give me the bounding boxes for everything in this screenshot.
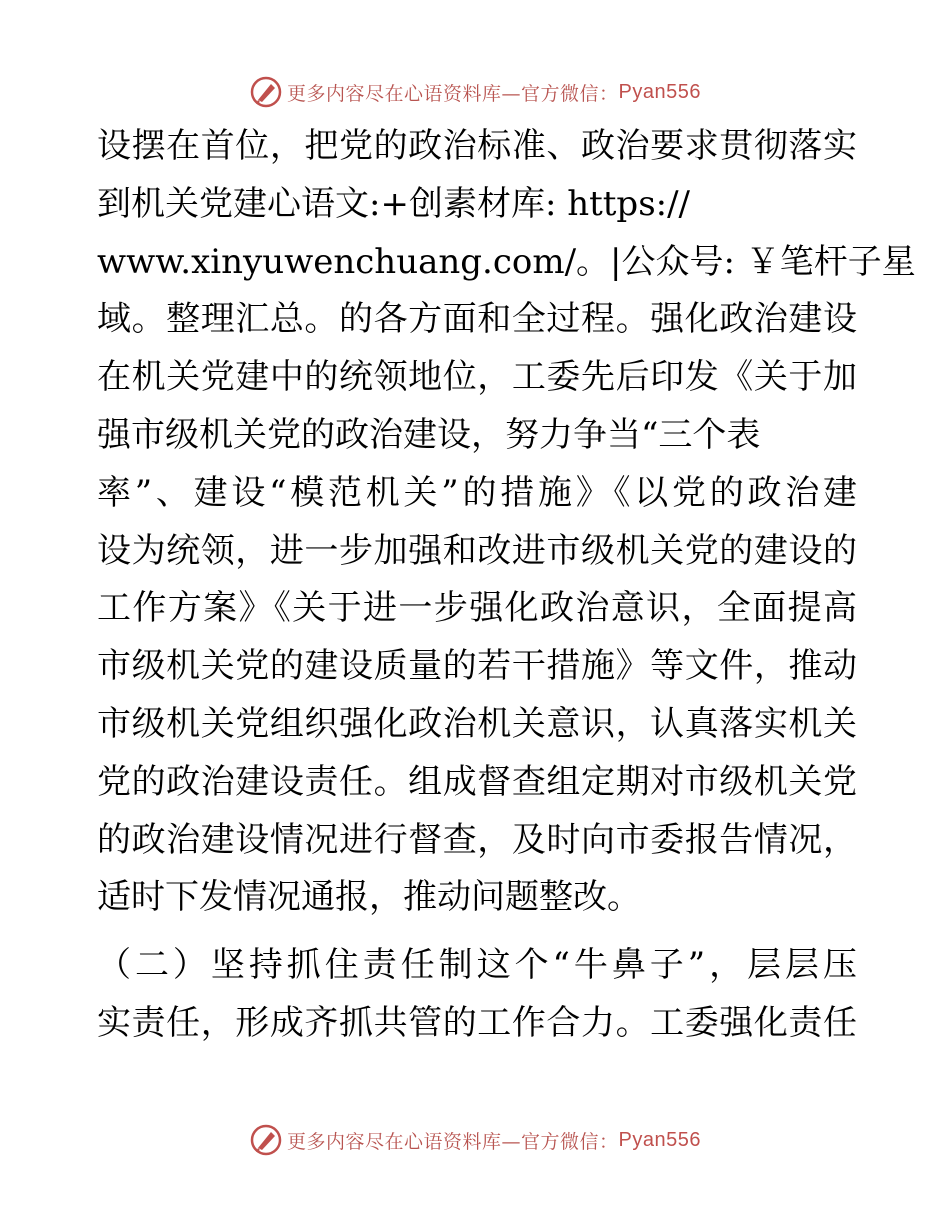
pen-logo-icon: [249, 75, 283, 109]
text-line: 率”、建设“模范机关”的措施》《以党的政治建: [97, 472, 857, 513]
footer-watermark: [0, 1120, 950, 1160]
text-line: 工作方案》《关于进一步强化政治意识，全面提高: [97, 588, 857, 629]
watermark-handle: Pyan556: [618, 80, 701, 103]
text-line: 党的政治建设责任。组成督查组定期对市级机关党: [97, 761, 857, 802]
text-line: （二）坚持抓住责任制这个“牛鼻子”，层层压: [97, 945, 857, 986]
pen-logo-icon: [249, 1123, 283, 1157]
text-line: 市级机关党组织强化政治机关意识，认真落实机关: [97, 703, 857, 744]
text-line: 适时下发情况通报，推动问题整改。: [97, 877, 641, 918]
text-line: 市级机关党的建设质量的若干措施》等文件，推动: [97, 646, 857, 687]
paragraph-gap: [97, 927, 857, 937]
watermark-handle: Pyan556: [618, 1128, 701, 1151]
text-line: 在机关党建中的统领地位，工委先后印发《关于加: [97, 357, 857, 398]
text-line: 域。整理汇总。的各方面和全过程。强化政治建设: [97, 299, 857, 340]
header-watermark: [0, 72, 950, 112]
watermark-text: 更多内容尽在心语资料库—官方微信：: [287, 82, 619, 105]
text-line: 设摆在首位，把党的政治标准、政治要求贯彻落实: [97, 126, 857, 166]
text-line: 实责任，形成齐抓共管的工作合力。工委强化责任: [97, 1002, 857, 1043]
document-body: [97, 118, 916, 1053]
text-line: 强市级机关党的政治建设，努力争当“三个表: [97, 414, 761, 455]
text-line: 到机关党建心语文:+创素材库: https://: [97, 183, 691, 224]
text-line: www.xinyuwenchuang.com/。|公众号: ￥笔杆子星: [97, 241, 916, 282]
watermark-text: 更多内容尽在心语资料库—官方微信：: [287, 1130, 619, 1153]
text-line: 的政治建设情况进行督查，及时向市委报告情况，: [97, 819, 857, 860]
text-line: 设为统领，进一步加强和改进市级机关党的建设的: [97, 530, 857, 571]
